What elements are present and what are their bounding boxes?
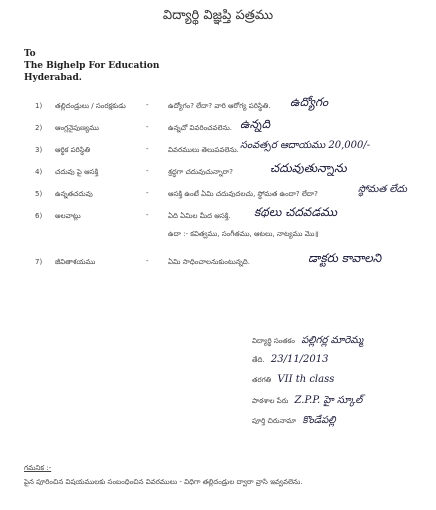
page-title: విద్యార్థి విజ్ఞప్తి పత్రము	[162, 8, 274, 23]
row-question: ఉద్యోగం? లేదా? వారి ఆరోగ్య పరిస్థితి.	[168, 102, 271, 110]
row-number: 4)	[35, 168, 43, 176]
row-question: ఉదా :- కవిత్వము, సంగీతము, ఆటలు, నాట్యము మొ॥	[168, 230, 319, 238]
to-label: To	[24, 49, 36, 59]
address-value: కొండేపల్లి	[302, 415, 336, 426]
row-question: ఆసక్తి ఉంటే ఏమి చదువుదలచు, స్థోమత ఉందా? లేదా?	[168, 190, 318, 198]
student-signature-line	[252, 334, 363, 348]
row-label: అలవాట్లు	[55, 212, 81, 220]
row-number: 3)	[35, 146, 43, 154]
row-number: 2)	[35, 124, 43, 132]
recipient-org: The Bighelp For Education	[24, 61, 160, 71]
row-label: ఆర్థిక పరిస్థితి	[55, 146, 91, 154]
address-line	[252, 414, 336, 428]
date-label: తేది.	[252, 356, 265, 364]
row-question: ఏది ఏమిల మీద ఆసక్తి.	[168, 212, 231, 220]
row-question: ఏమి సాధించాలనుకుంటున్నది.	[168, 258, 250, 266]
address-label: పూర్తి చిరునామా	[252, 417, 297, 425]
class-line	[252, 374, 334, 386]
recipient-block	[24, 48, 159, 84]
note-heading: గమనిక :-	[24, 464, 52, 472]
date-line	[252, 354, 329, 366]
note-text: పైన పూరించిన విషయములకు సంబంధించిన వివరములు - విధిగా తల్లిదండ్రుల ద్వారా వ్రాసి ఇవ్వవలెను.	[24, 478, 303, 486]
form-row	[0, 205, 436, 228]
row-answer: చదువుతున్నాను	[270, 161, 347, 175]
row-label: చదువు పై ఆసక్తి	[55, 168, 99, 176]
row-number: 5)	[35, 190, 43, 198]
row-dash: -	[146, 257, 149, 265]
row-answer: సంవత్సర ఆదాయము 20,000/-	[240, 140, 371, 151]
row-question: ఉన్నచో వివరించవలెను.	[168, 124, 232, 132]
row-dash: -	[146, 167, 149, 175]
school-value: Z.P.P. హై స్కూల్	[294, 395, 363, 406]
form-row-examples	[0, 226, 436, 246]
row-answer: ఉన్నది	[240, 117, 271, 131]
row-question: శ్రద్ధగా చదువుచున్నారా?	[168, 168, 233, 176]
form-row	[0, 117, 436, 140]
row-label: తల్లిదండ్రులు / సంరక్షకుడు	[55, 102, 126, 110]
row-dash: -	[146, 145, 149, 153]
row-label: జీవితాశయము	[55, 258, 96, 266]
date-value: 23/11/2013	[270, 354, 329, 365]
student-signature-label: విద్యార్థి సంతకం	[252, 337, 295, 345]
form-row	[0, 95, 436, 118]
school-label: పాఠశాల పేరు	[252, 397, 289, 405]
class-value: VII th class	[277, 374, 335, 385]
student-signature-value: పల్లిగర్ల మారెమ్మ	[301, 335, 364, 346]
recipient-city: Hyderabad.	[24, 73, 82, 83]
form-row	[0, 186, 436, 206]
row-answer: స్థోమత లేదు	[358, 184, 408, 195]
row-label: ఉన్నతచదువు	[55, 190, 93, 198]
row-answer: ఉద్యోగం	[290, 95, 329, 109]
school-line	[252, 394, 362, 408]
form-row	[0, 251, 436, 274]
row-number: 7)	[35, 258, 43, 266]
form-row	[0, 161, 436, 184]
row-number: 6)	[35, 212, 43, 220]
row-dash: -	[146, 123, 149, 131]
row-answer: కథలు చదవడము	[254, 205, 338, 219]
form-row	[0, 142, 436, 162]
class-label: తరగతి	[252, 376, 272, 384]
row-dash: -	[146, 189, 149, 197]
row-answer: డాక్టరు కావాలని	[308, 251, 382, 265]
row-question: వివరములు తెలుపవలెను.	[168, 146, 239, 154]
row-number: 1)	[35, 102, 43, 110]
row-dash: -	[146, 101, 149, 109]
row-dash: -	[146, 211, 149, 219]
row-label: ఆంగ్లనైపుణ్యము	[55, 124, 99, 132]
